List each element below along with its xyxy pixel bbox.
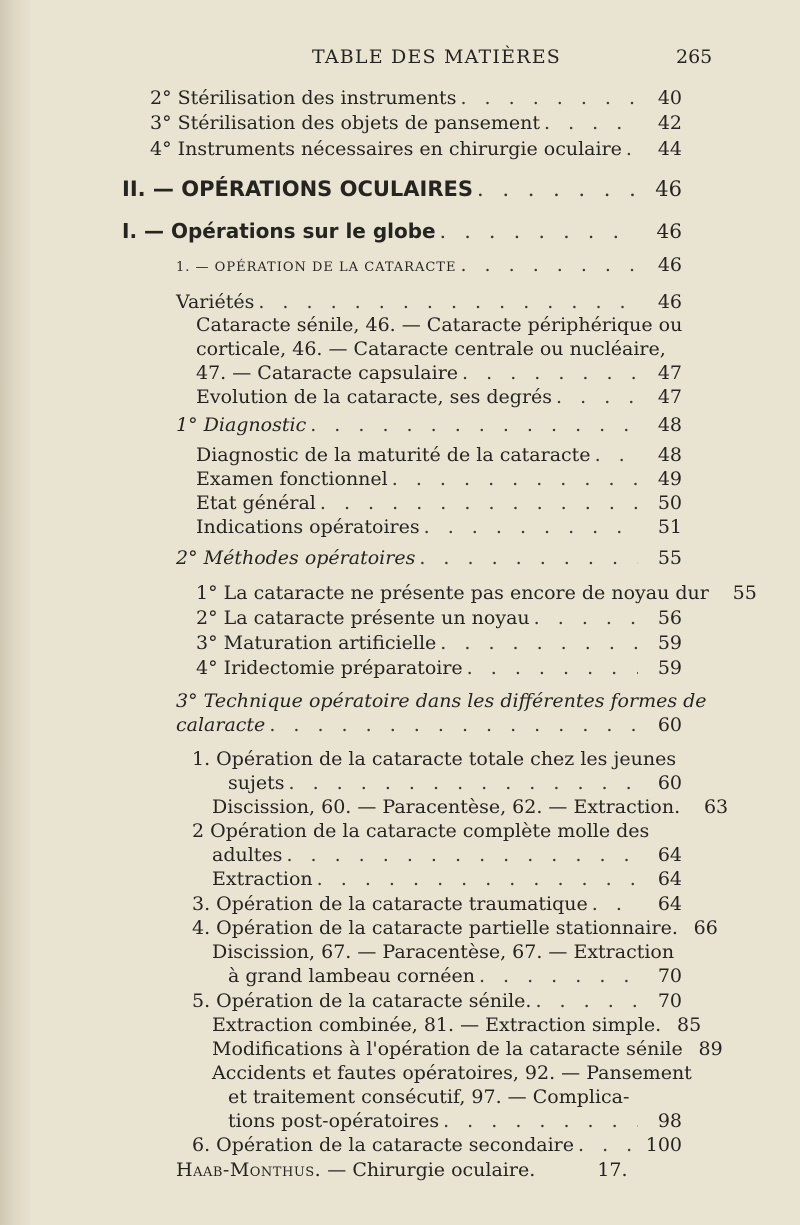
- signature-footer: [176, 1157, 628, 1183]
- page-binding-shadow: [0, 0, 30, 1225]
- header-title: TABLE DES MATIÈRES: [312, 46, 561, 68]
- toc-entry: 6. Opération de la cataracte secondaire . . . 100: [192, 1132, 682, 1158]
- toc-subline: 2 Opération de la cataracte complète molle des: [192, 820, 650, 842]
- toc-entry: 47. — Cataracte capsulaire . . . 47: [196, 360, 682, 386]
- toc-entry: Etat général . . . 50: [196, 490, 682, 516]
- toc-entry: 5. Opération de la cataracte sénile. . . . 70: [192, 988, 682, 1014]
- toc-entry: 3° Stérilisation des objets de pansement . . . 42: [150, 110, 682, 136]
- toc-entry: 3. Opération de la cataracte traumatique . . . 64: [192, 891, 682, 917]
- toc-entry: tions post-opératoires . . . 98: [228, 1108, 682, 1134]
- running-header: [0, 46, 800, 72]
- toc-entry: 2° Stérilisation des instruments . . . 40: [150, 85, 682, 111]
- toc-section-heading: 1. — OPÉRATION DE LA CATARACTE . . . 46: [176, 252, 682, 278]
- toc-subline: et traitement consécutif, 97. — Complica-: [228, 1086, 630, 1108]
- toc-entry: 4. Opération de la cataracte partielle stationnaire. 66: [192, 917, 718, 939]
- footer-book-title: Chirurgie oculaire.: [352, 1159, 536, 1181]
- footer-author: Haab-Monthus.: [176, 1159, 322, 1181]
- toc-entry: Examen fonctionnel . . . 49: [196, 466, 682, 492]
- toc-subline: corticale, 46. — Cataracte centrale ou nucléaire,: [196, 338, 666, 360]
- toc-entry: 1° Diagnostic . . . 48: [176, 412, 682, 438]
- toc-entry: 4° Iridectomie préparatoire . . . 59: [196, 655, 682, 681]
- toc-entry: Variétés . . . 46: [176, 289, 682, 315]
- toc-entry: à grand lambeau cornéen . . . 70: [228, 963, 682, 989]
- toc-entry: Indications opératoires . . . 51: [196, 514, 682, 540]
- toc-subline: Cataracte sénile, 46. — Cataracte périphérique ou: [196, 314, 683, 336]
- toc-entry: Discission, 60. — Paracentèse, 62. — Extraction. 63: [212, 796, 729, 818]
- toc-part-heading: II. — OPÉRATIONS OCULAIRES . . . 46: [122, 176, 682, 202]
- toc-subline: 1. Opération de la cataracte totale chez les jeunes: [192, 748, 677, 770]
- toc-subline: Accidents et fautes opératoires, 92. — Pansement: [212, 1062, 692, 1084]
- toc-entry: 2° La cataracte présente un noyau . . . 56: [196, 605, 682, 631]
- toc-subline: Discission, 67. — Paracentèse, 67. — Extraction: [212, 941, 675, 963]
- toc-entry: Evolution de la cataracte, ses degrés . . . 47: [196, 384, 682, 410]
- toc-entry: Diagnostic de la maturité de la cataracte . . . 48: [196, 442, 682, 468]
- header-page-number: 265: [676, 46, 713, 68]
- toc-entry: 4° Instruments nécessaires en chirurgie oculaire . . . 44: [150, 136, 682, 162]
- toc-entry: 2° Méthodes opératoires . . . 55: [176, 545, 682, 571]
- toc-entry: 1° La cataracte ne présente pas encore de noyau dur 55: [196, 582, 757, 604]
- toc-chapter-heading: I. — Opérations sur le globe . . . 46: [122, 218, 682, 244]
- toc-entry: Extraction combinée, 81. — Extraction simple. 85: [212, 1014, 702, 1036]
- toc-entry: sujets . . . 60: [228, 770, 682, 796]
- toc-entry: Modifications à l'opération de la cataracte sénile 89: [212, 1038, 723, 1060]
- toc-subline: 3° Technique opératoire dans les différentes formes de: [176, 690, 707, 712]
- toc-entry: adultes . . . 64: [212, 842, 682, 868]
- toc-entry: calaracte . . . 60: [176, 712, 682, 738]
- footer-sheet-number: 17.: [597, 1159, 628, 1181]
- footer-separator: —: [327, 1159, 347, 1181]
- toc-entry: Extraction . . . 64: [212, 866, 682, 892]
- toc-entry: 3° Maturation artificielle . . . 59: [196, 630, 682, 656]
